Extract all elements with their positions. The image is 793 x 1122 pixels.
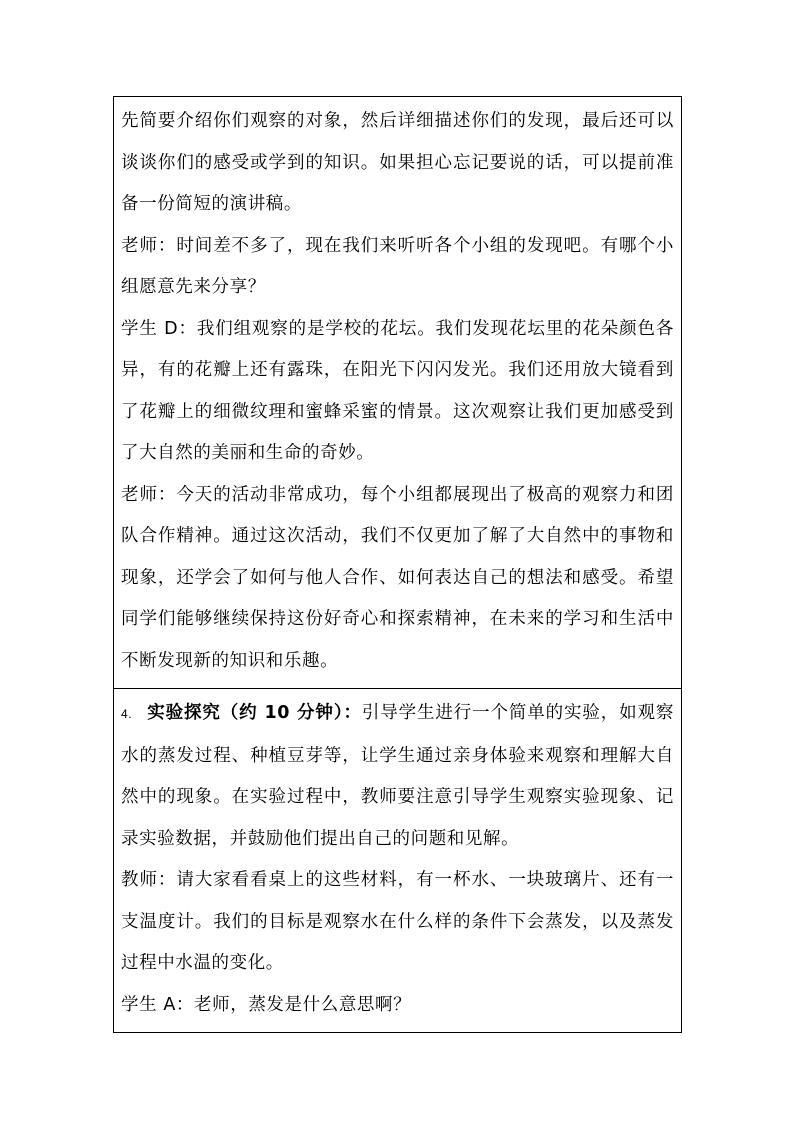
table-row [114,689,682,1033]
paragraph-teacher-summary: 老师：今天的活动非常成功，每个小组都展现出了极高的观察力和团队合作精神。通过这次活动，我们不仅更加了解了大自然中的事物和现象，还学会了如何与他人合作、如何表达自己的想法和感受。希望同学们能够继续保持这份好奇心和探索精神，在未来的学习和生活中不断发现新的知识和乐趣。 [121,484,674,671]
paragraph-teacher-materials: 教师：请大家看看桌上的这些材料，有一杯水、一块玻璃片、还有一支温度计。我们的目标是观察水在什么样的条件下会蒸发，以及蒸发过程中水温的变化。 [121,870,674,973]
paragraph-student-d: 学生 D：我们组观察的是学校的花坛。我们发现花坛里的花朵颜色各异，有的花瓣上还有露珠，在阳光下闪闪发光。我们还用放大镜看到了花瓣上的细微纹理和蜜蜂采蜜的情景。这次观察让我们更加感受到了大自然的美丽和生命的奇妙。 [121,318,674,463]
paragraph-teacher-prompt: 老师：时间差不多了，现在我们来听听各个小组的发现吧。有哪个小组愿意先来分享？ [121,235,674,297]
table-cell-experiment [114,689,682,1033]
paragraph-presentation-tips: 先简要介绍你们观察的对象，然后详细描述你们的发现，最后还可以谈谈你们的感受或学到的知识。如果担心忘记要说的话，可以提前准备一份简短的演讲稿。 [121,111,674,214]
lesson-plan-table [113,96,682,1033]
table-cell-discussion [114,97,682,689]
paragraph-experiment-step [121,693,674,860]
step-body: 引导学生进行一个简单的实验，如观察水的蒸发过程、种植豆芽等，让学生通过亲身体验来观察和理解大自然中的现象。在实验过程中，教师要注意引导学生观察实验现象、记录实验数据，并鼓励他们提出自己的问题和见解。 [121,703,675,849]
table-row [114,97,682,689]
paragraph-student-a: 学生 A：老师，蒸发是什么意思啊？ [121,994,412,1015]
step-title: 实验探究（约 10 分钟）： [147,703,362,723]
step-number: 4. [121,707,133,721]
